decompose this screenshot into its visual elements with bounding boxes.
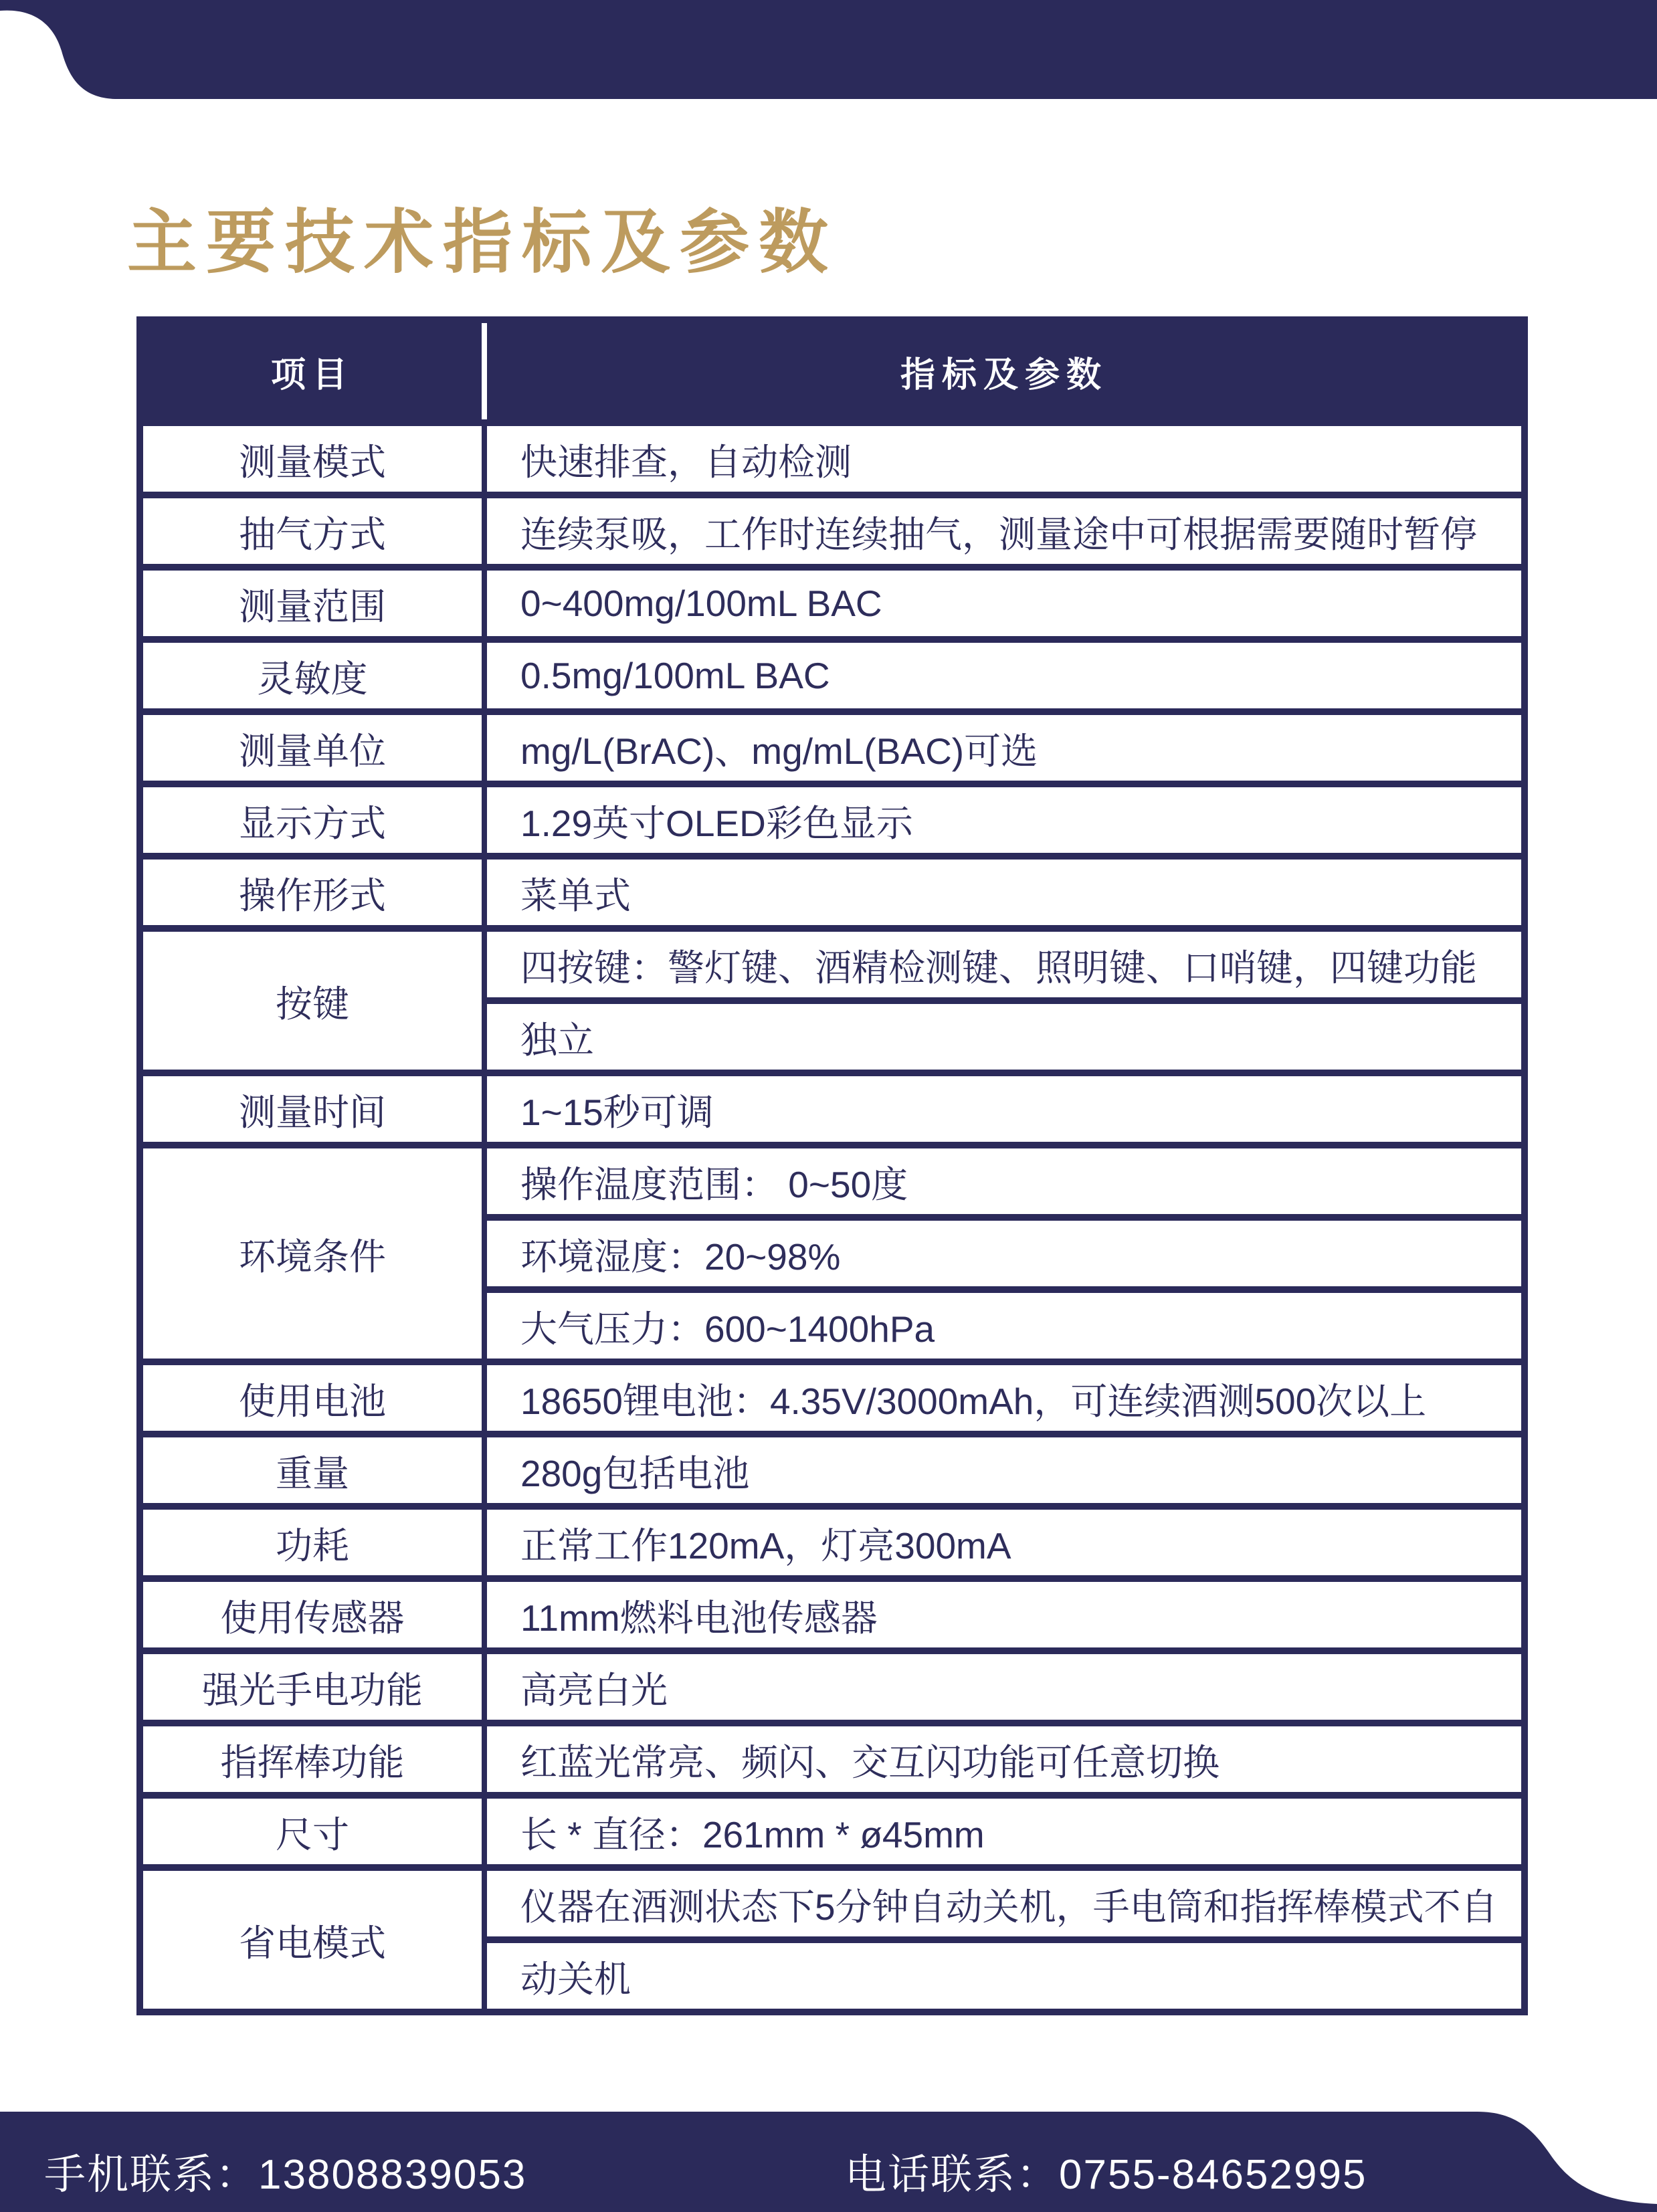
value-cell: 280g包括电池 [484, 1434, 1525, 1506]
table-row [140, 1362, 1525, 1434]
value-cell: 1.29英寸OLED彩色显示 [484, 784, 1525, 856]
table-row [140, 1868, 1525, 1940]
table-row [140, 1506, 1525, 1579]
table-row [140, 1579, 1525, 1651]
value-cell: 四按键：警灯键、酒精检测键、照明键、口哨键，四键功能 [484, 928, 1525, 1001]
item-cell: 测量单位 [140, 712, 484, 784]
item-cell: 尺寸 [140, 1795, 484, 1868]
value-cell: 红蓝光常亮、频闪、交互闪功能可任意切换 [484, 1723, 1525, 1795]
value-cell: 动关机 [484, 1940, 1525, 2012]
item-cell: 操作形式 [140, 856, 484, 928]
table-row [140, 1145, 1525, 1217]
item-cell: 测量时间 [140, 1073, 484, 1145]
table-row [140, 423, 1525, 495]
value-cell: 快速排查，自动检测 [484, 423, 1525, 495]
value-cell: 18650锂电池：4.35V/3000mAh，可连续酒测500次以上 [484, 1362, 1525, 1434]
value-cell: 0~400mg/100mL BAC [484, 567, 1525, 639]
value-cell: 操作温度范围： 0~50度 [484, 1145, 1525, 1217]
item-cell: 测量范围 [140, 567, 484, 639]
table-row [140, 1434, 1525, 1506]
item-cell: 指挥棒功能 [140, 1723, 484, 1795]
item-cell: 环境条件 [140, 1145, 484, 1362]
table-row [140, 1795, 1525, 1868]
item-cell: 使用传感器 [140, 1579, 484, 1651]
table-header-item: 项目 [140, 320, 484, 423]
item-cell: 使用电池 [140, 1362, 484, 1434]
footer [0, 2110, 1657, 2212]
table-row [140, 784, 1525, 856]
value-cell: 11mm燃料电池传感器 [484, 1579, 1525, 1651]
item-cell: 显示方式 [140, 784, 484, 856]
table-row [140, 639, 1525, 712]
table-row [140, 1073, 1525, 1145]
value-cell: 独立 [484, 1001, 1525, 1073]
table-row [140, 856, 1525, 928]
item-cell: 抽气方式 [140, 495, 484, 567]
value-cell: 环境湿度：20~98% [484, 1217, 1525, 1290]
value-cell: 大气压力：600~1400hPa [484, 1290, 1525, 1362]
table-row [140, 1723, 1525, 1795]
table-row [140, 495, 1525, 567]
page-title: 主要技术指标及参数 [127, 204, 838, 282]
item-cell: 功耗 [140, 1506, 484, 1579]
value-cell: 0.5mg/100mL BAC [484, 639, 1525, 712]
value-cell: 连续泵吸，工作时连续抽气，测量途中可根据需要随时暂停 [484, 495, 1525, 567]
header-banner-shape [0, 0, 1657, 102]
table-row [140, 1651, 1525, 1723]
phone-contact: 电话联系：0755-84652995 [845, 2152, 1367, 2198]
table-header-row [140, 320, 1525, 423]
table-row [140, 567, 1525, 639]
value-cell: mg/L(BrAC)、mg/mL(BAC)可选 [484, 712, 1525, 784]
value-cell: 1~15秒可调 [484, 1073, 1525, 1145]
value-cell: 高亮白光 [484, 1651, 1525, 1723]
value-cell: 正常工作120mA，灯亮300mA [484, 1506, 1525, 1579]
item-cell: 测量模式 [140, 423, 484, 495]
mobile-contact: 手机联系：13808839053 [44, 2152, 527, 2198]
value-cell: 长 * 直径：261mm * ø45mm [484, 1795, 1525, 1868]
item-cell: 省电模式 [140, 1868, 484, 2012]
item-cell: 强光手电功能 [140, 1651, 484, 1723]
table-row [140, 928, 1525, 1001]
item-cell: 重量 [140, 1434, 484, 1506]
spec-table [136, 316, 1528, 2015]
table-row [140, 712, 1525, 784]
item-cell: 灵敏度 [140, 639, 484, 712]
item-cell: 按键 [140, 928, 484, 1073]
table-header-value: 指标及参数 [484, 320, 1525, 423]
value-cell: 仪器在酒测状态下5分钟自动关机，手电筒和指挥棒模式不自 [484, 1868, 1525, 1940]
value-cell: 菜单式 [484, 856, 1525, 928]
